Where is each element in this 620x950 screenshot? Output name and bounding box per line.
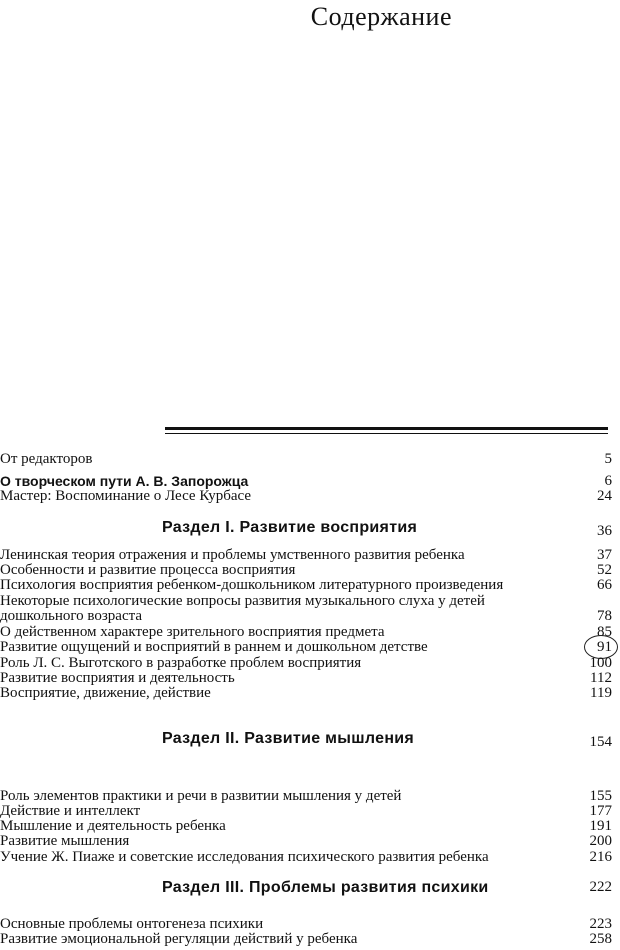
toc-entry-title: Развитие ощущений и восприятий в раннем и дошкольном детстве: [0, 639, 428, 655]
toc-entry-page: 191: [589, 818, 612, 834]
toc-entry-title: Мышление и деятельность ребенка: [0, 818, 226, 834]
toc-entry-page: 100: [589, 655, 612, 671]
toc-entry-title: Мастер: Воспоминание о Лесе Курбасе: [0, 488, 251, 504]
toc-entry-page: 216: [589, 849, 612, 865]
toc-entry-title: Развитие восприятия и деятельность: [0, 670, 235, 686]
toc-entry-title: Восприятие, движение, действие: [0, 685, 211, 701]
toc-entry-page: 5: [604, 451, 612, 467]
page-title: Содержание: [310, 2, 452, 31]
section-title: Раздел I. Развитие восприятия: [162, 519, 418, 536]
toc-entry-title: Развитие мышления: [0, 833, 130, 849]
toc-entry-title: Психология восприятия ребенком-дошкольником литературного произведения: [0, 577, 504, 593]
toc-entry-title: Учение Ж. Пиаже и советские исследования психического развития ребенка: [0, 849, 489, 865]
toc-entry-title: Роль элементов практики и речи в развитии мышления у детей: [0, 788, 402, 804]
toc-entry-title: О действенном характере зрительного восприятия предмета: [0, 624, 385, 640]
toc-entry-page: 177: [589, 803, 612, 819]
section-title: Раздел III. Проблемы развития психики: [162, 879, 489, 896]
toc-entry-page: 258: [589, 931, 612, 947]
toc-entry-title: Ленинская теория отражения и проблемы умственного развития ребенка: [0, 547, 465, 563]
toc-entry-title: От редакторов: [0, 451, 93, 467]
toc-entry-page: 52: [597, 562, 612, 578]
toc-entry-title: Основные проблемы онтогенеза психики: [0, 916, 264, 932]
divider-thin: [165, 433, 608, 434]
toc-entry-title: Некоторые психологические вопросы развития музыкального слуха у детей: [0, 593, 485, 609]
section-page: 154: [589, 734, 612, 750]
toc-entry-title: Особенности и развитие процесса восприятия: [0, 562, 296, 578]
toc-entry-page: 119: [590, 685, 612, 701]
toc-entry-title: дошкольного возраста: [0, 608, 143, 624]
toc-entry-title: Роль Л. С. Выготского в разработке проблем восприятия: [0, 655, 362, 671]
toc-entry-title: Развитие эмоциональной регуляции действий у ребенка: [0, 931, 358, 947]
toc-entry-page: 91: [597, 639, 612, 655]
toc-entry-page: 155: [589, 788, 612, 804]
toc-entry-page: 37: [597, 547, 612, 563]
toc-entry-page: 78: [597, 608, 612, 624]
toc-entry-page: 223: [589, 916, 612, 932]
section-page: 36: [597, 523, 612, 539]
toc-entry-page: 24: [597, 488, 612, 504]
section-title: Раздел II. Развитие мышления: [162, 730, 415, 747]
toc-entry-page: 112: [590, 670, 612, 686]
toc-entry-title: Действие и интеллект: [0, 803, 141, 819]
divider-thick: [165, 427, 608, 430]
toc-entry-title: О творческом пути А. В. Запорожца: [0, 473, 249, 489]
section-page: 222: [589, 879, 612, 895]
toc-entry-page: 6: [604, 473, 612, 489]
toc-entry-page: 66: [597, 577, 612, 593]
toc-entry-page: 85: [597, 624, 612, 640]
toc-entry-page: 200: [589, 833, 612, 849]
